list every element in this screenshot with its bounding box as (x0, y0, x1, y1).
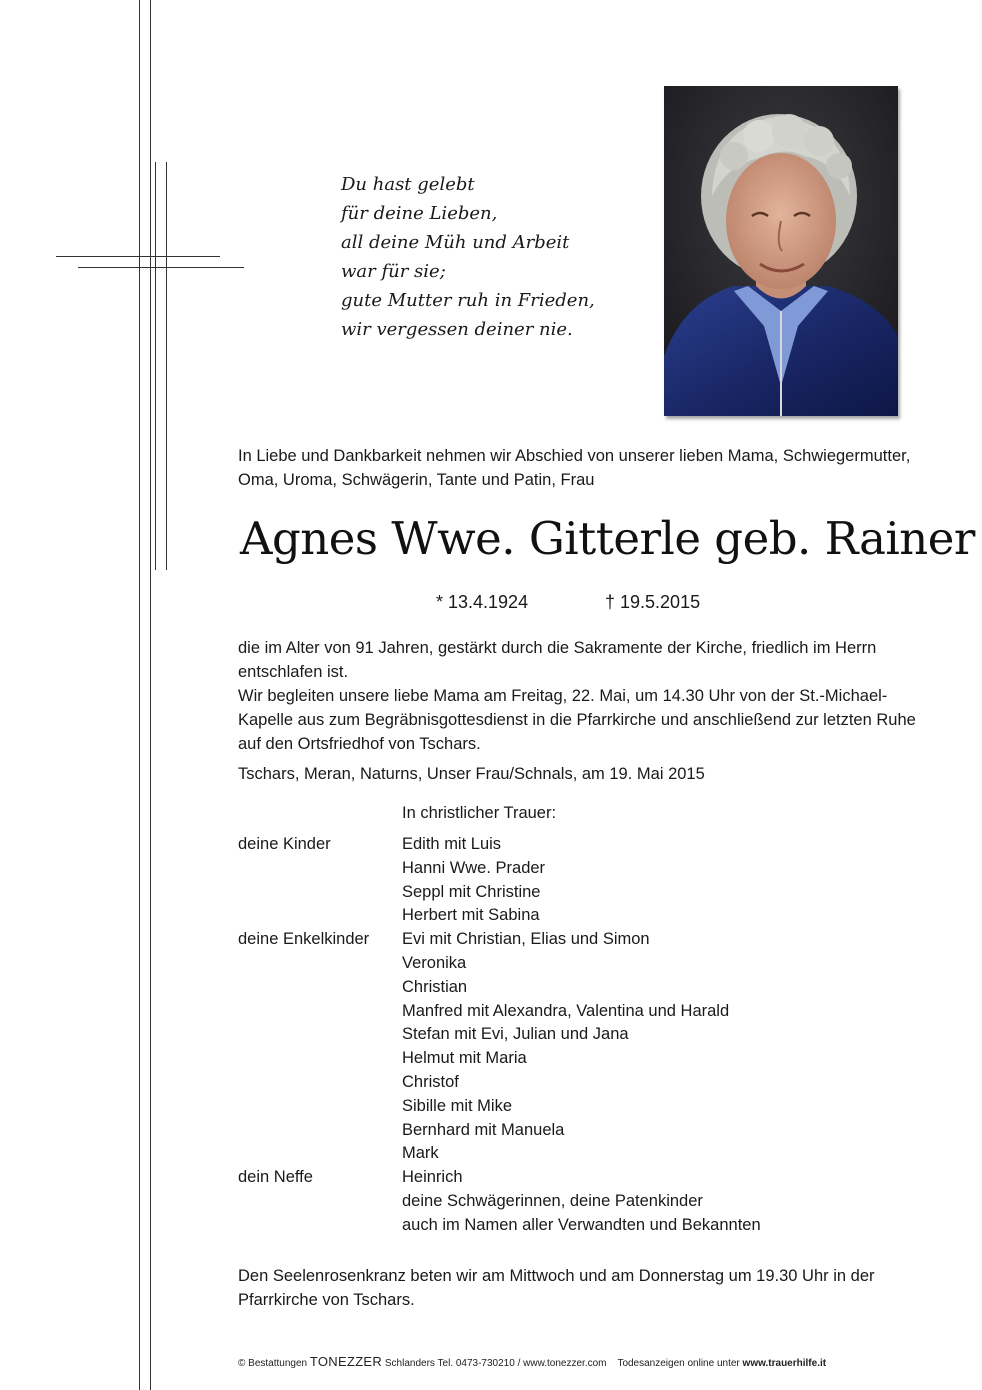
mourner-name: Christof (402, 1072, 459, 1091)
death-date: † 19.5.2015 (605, 592, 701, 612)
place-date-line: Tschars, Meran, Naturns, Unser Frau/Schnals, am 19. Mai 2015 (238, 765, 705, 783)
birth-date: * 13.4.1924 (436, 592, 529, 612)
mourner-name: Heinrich (402, 1168, 463, 1187)
cross-beam-lower (78, 267, 244, 268)
notice-paragraph (238, 636, 920, 756)
death-notice-text: die im Alter von 91 Jahren, gestärkt durch die Sakramente der Kirche, friedlich im Herrn entschlafen ist. (238, 639, 877, 681)
cross-beam-upper (56, 256, 220, 257)
rosary-text: Den Seelenrosenkranz beten wir am Mittwoch und am Donnerstag um 19.30 Uhr in der Pfarrkirche von Tschars. (238, 1267, 875, 1309)
footer-online-link[interactable]: www.trauerhilfe.it (742, 1358, 827, 1369)
poem-line: Du hast gelebt (341, 174, 475, 195)
deceased-name: Agnes Wwe. Gitterle geb. Rainer (240, 512, 975, 565)
poem-line: war für sie; (341, 261, 446, 282)
mourner-name: Bernhard mit Manuela (402, 1120, 565, 1139)
footer (238, 1354, 826, 1369)
cross-left-rail-inner (150, 0, 151, 1390)
mourner-name: auch im Namen aller Verwandten und Bekannten (402, 1215, 761, 1234)
footer-contact: Schlanders Tel. 0473-730210 / www.tonezzer.com (384, 1358, 607, 1369)
mourner-name: Mark (402, 1144, 439, 1163)
mourner-name: Seppl mit Christine (402, 882, 541, 901)
poem-line: all deine Müh und Arbeit (341, 232, 570, 253)
mourner-name: Edith mit Luis (402, 835, 502, 853)
mourner-name: Hanni Wwe. Prader (402, 858, 546, 877)
cross-vertical-left (155, 162, 156, 570)
mourner-name: deine Schwägerinnen, deine Patenkinder (402, 1191, 703, 1210)
cross-left-rail-outer (139, 0, 140, 1390)
funeral-text: Wir begleiten unsere liebe Mama am Freitag, 22. Mai, um 14.30 Uhr von der St.-Michael-Kapelle aus zum Begräbnisgottesdienst in die Pfarrkirche und anschließend zur letzten Ruhe auf den Ortsfriedhof von Tschars. (238, 687, 916, 753)
mourner-name: Stefan mit Evi, Julian und Jana (402, 1025, 629, 1044)
mourner-name: Christian (402, 977, 468, 996)
mourner-group-label: deine Kinder (238, 835, 331, 853)
portrait-photo-icon (664, 86, 898, 416)
mourning-heading: In christlicher Trauer: (402, 804, 557, 822)
mourner-group-nephew (238, 1166, 928, 1237)
intro-text: In Liebe und Dankbarkeit nehmen wir Abschied von unserer lieben Mama, Schwiegermutter, Oma, Uroma, Schwägerin, Tante und Patin, Frau (238, 447, 911, 489)
poem-line: gute Mutter ruh in Frieden, (341, 290, 595, 311)
mourner-group-label: deine Enkelkinder (238, 930, 370, 949)
mourner-name: Manfred mit Alexandra, Valentina und Harald (402, 1001, 730, 1020)
footer-brand: TONEZZER (309, 1354, 383, 1369)
mourner-name: Herbert mit Sabina (402, 906, 540, 925)
mourner-group-label: dein Neffe (238, 1168, 313, 1187)
mourner-name: Evi mit Christian, Elias und Simon (402, 930, 650, 949)
mourner-group-children (238, 833, 928, 928)
footer-prefix: © Bestattungen (238, 1358, 308, 1369)
mourner-name: Veronika (402, 953, 467, 972)
cross-vertical-right (166, 162, 167, 570)
footer-online-text: Todesanzeigen online unter (617, 1358, 740, 1369)
poem-line: für deine Lieben, (341, 203, 498, 224)
portrait-photo (664, 86, 898, 416)
mourner-name: Helmut mit Maria (402, 1049, 527, 1068)
mourners-list (238, 833, 928, 1238)
memorial-poem (341, 170, 595, 344)
mourner-group-grandchildren (238, 928, 928, 1166)
mourner-name: Sibille mit Mike (402, 1096, 513, 1115)
poem-line: wir vergessen deiner nie. (341, 319, 573, 340)
